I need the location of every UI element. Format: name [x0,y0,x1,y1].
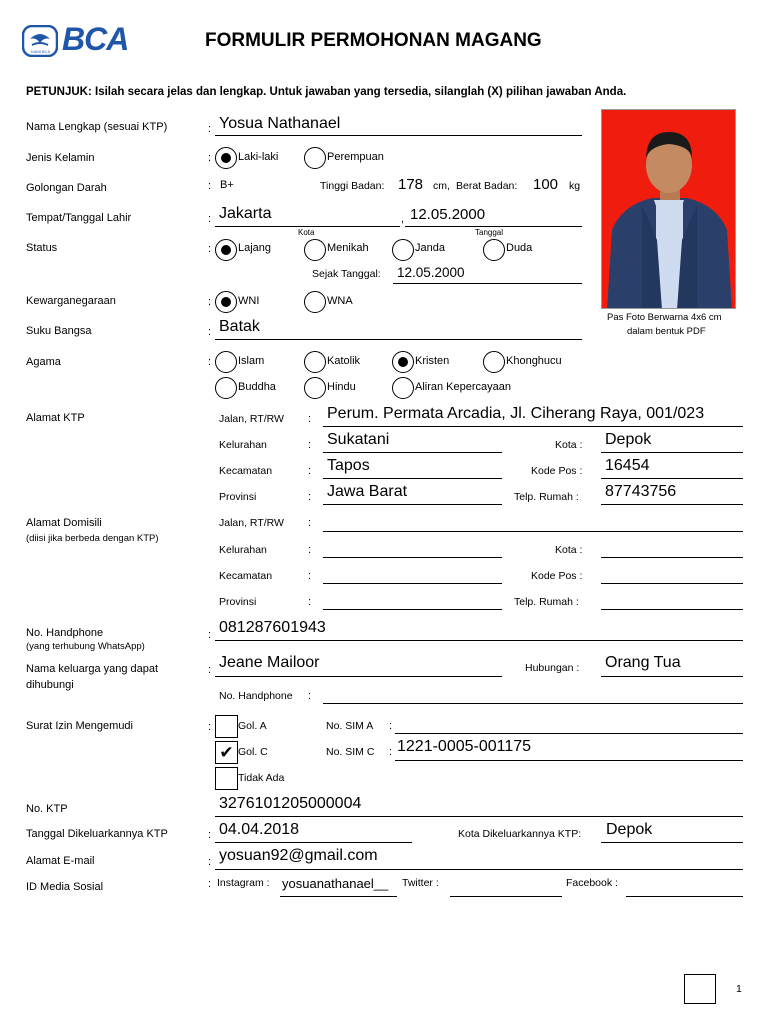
agama-option-aliran: Aliran Kepercayaan [415,381,512,393]
keluarga-label-1: Nama keluarga yang dapat [26,663,159,675]
ktp-kodepos-label: Kode Pos : [531,465,583,477]
radio-lajang[interactable] [215,239,237,261]
goldar-label: Golongan Darah [26,182,107,194]
nama-value[interactable]: Yosua Nathanael [219,115,341,132]
jk-label: Jenis Kelamin [26,152,95,164]
berat-value[interactable]: 100 [533,176,559,193]
jk-option-laki: Laki-laki [238,151,279,163]
hubungan-line [601,676,743,677]
dom-prov-label: Provinsi [219,596,257,608]
status-label: Status [26,242,58,254]
suku-value[interactable]: Batak [219,318,260,335]
alamat-dom-note: (diisi jika berbeda dengan KTP) [26,533,159,544]
ktp-prov-line [323,504,502,505]
sejak-line [393,283,582,284]
radio-laki-laki[interactable] [215,147,237,169]
sim-c-label: Gol. C [238,746,268,758]
twitter-label: Twitter : [402,877,439,889]
radio-katolik[interactable] [304,351,326,373]
ktp-kota-label: Kota : [555,439,583,451]
radio-wni[interactable] [215,291,237,313]
radio-perempuan[interactable] [304,147,326,169]
agama-option-katolik: Katolik [327,355,361,367]
hp-label: No. Handphone [26,627,104,639]
ktp-telp-value[interactable]: 87743756 [605,483,677,500]
suku-label: Suku Bangsa [26,325,92,337]
dom-jalan-line[interactable] [323,531,743,532]
radio-buddha[interactable] [215,377,237,399]
dom-kel-label: Kelurahan [219,544,267,556]
dom-jalan-label: Jalan, RT/RW [219,517,284,529]
tanggal-line [405,226,582,227]
radio-aliran-kepercayaan[interactable] [392,377,414,399]
kota-caption: Kota [298,228,315,237]
dom-telp-label: Telp. Rumah : [514,596,579,608]
hp-line [215,640,743,641]
footer-box [684,974,716,1004]
ktp-no-label: No. KTP [26,803,68,815]
dom-telp-line[interactable] [601,609,743,610]
bca-logo [22,21,137,59]
keluarga-label-2: dihubungi [26,679,74,691]
suku-line [215,339,582,340]
berat-unit: kg [569,180,581,192]
sim-a-no-label: No. SIM A [326,720,374,732]
brand-sub: KAMI BCA [31,49,51,54]
facebook-label: Facebook : [566,877,618,889]
sim-c-no-value[interactable]: 1221-0005-001175 [397,738,532,755]
page-number: 1 [736,983,742,995]
ktp-kec-value[interactable]: Tapos [327,457,370,474]
dom-prov-line[interactable] [323,609,502,610]
agama-option-islam: Islam [238,355,265,367]
nama-line [215,135,582,136]
hp-value[interactable]: 081287601943 [219,619,326,636]
agama-option-khonghucu: Khonghucu [506,355,562,367]
radio-islam[interactable] [215,351,237,373]
status-option-janda: Janda [415,242,445,254]
tanggal-caption: Tanggal [475,228,504,237]
tempat-value[interactable]: Jakarta [219,205,272,222]
dom-kota-label: Kota : [555,544,583,556]
ktp-jalan-value[interactable]: Perum. Permata Arcadia, Jl. Ciherang Raya, 001/023 [327,405,705,422]
photo-caption-1: Pas Foto Berwarna 4x6 cm [607,312,722,323]
photo-frame [601,109,736,309]
tinggi-value[interactable]: 178 [398,176,424,193]
hp-note: (yang terhubung WhatsApp) [26,641,145,652]
ktp-prov-label: Provinsi [219,491,257,503]
tempat-line [215,226,400,227]
ig-line [280,896,397,897]
status-option-lajang: Lajang [238,242,272,254]
tanggal-value[interactable]: 12.05.2000 [410,206,486,223]
sim-none-label: Tidak Ada [238,772,285,784]
ig-label: Instagram : [217,877,270,889]
email-label: Alamat E-mail [26,855,95,867]
tinggi-label: Tinggi Badan: [320,180,385,192]
dom-kodepos-line[interactable] [601,583,743,584]
photo-caption-2: dalam bentuk PDF [627,326,706,337]
agama-option-kristen: Kristen [415,355,450,367]
agama-label: Agama [26,356,61,368]
ktp-kota-label: Kota Dikeluarkannya KTP: [458,828,582,840]
ktp-jalan-label: Jalan, RT/RW [219,413,284,425]
radio-janda[interactable] [392,239,414,261]
ttl-separator: , [401,213,405,225]
ktp-kota-line [601,842,743,843]
sim-label: Surat Izin Mengemudi [26,720,133,732]
dom-kodepos-label: Kode Pos : [531,570,583,582]
radio-wna[interactable] [304,291,326,313]
keluarga-hp-label: No. Handphone [219,690,293,702]
ktp-kodepos-line [601,478,743,479]
email-value[interactable]: yosuan92@gmail.com [219,847,378,864]
berat-label: Berat Badan: [456,180,518,192]
dom-kec-line[interactable] [323,583,502,584]
ktp-tgl-value[interactable]: 04.04.2018 [219,821,300,838]
sejak-value[interactable]: 12.05.2000 [397,265,465,280]
radio-duda[interactable] [483,239,505,261]
sejak-label: Sejak Tanggal: [312,268,381,280]
hubungan-label: Hubungan : [525,662,580,674]
sim-c-no-label: No. SIM C [326,746,375,758]
ktp-kel-value[interactable]: Sukatani [327,431,390,448]
status-option-menikah: Menikah [327,242,369,254]
ktp-telp-line [601,504,743,505]
ktp-kec-line [323,478,502,479]
ktp-kodepos-value[interactable]: 16454 [605,457,650,474]
ktp-kota-line [601,452,743,453]
tinggi-unit: cm, [433,180,450,192]
keluarga-hp-line[interactable] [323,703,743,704]
facebook-line[interactable] [626,896,743,897]
ig-value[interactable]: yosuanathanael__ [282,876,389,891]
dom-kec-label: Kecamatan [219,570,273,582]
radio-menikah[interactable] [304,239,326,261]
ktp-no-value[interactable]: 3276101205000004 [219,795,362,812]
goldar-value[interactable]: B+ [220,179,234,191]
warga-option-wni: WNI [238,295,260,307]
ktp-kota-value[interactable]: Depok [606,821,653,838]
ktp-prov-value[interactable]: Jawa Barat [327,483,408,500]
checkbox-sim-a[interactable] [215,715,238,738]
dom-kel-line[interactable] [323,557,502,558]
checkbox-tidak-ada[interactable] [215,767,238,790]
radio-hindu[interactable] [304,377,326,399]
brand-name: BCA [62,21,129,57]
email-line [215,869,743,870]
ktp-jalan-line [323,426,743,427]
person-photo [602,110,736,309]
nama-label: Nama Lengkap (sesuai KTP) [26,121,168,133]
keluarga-nama-value[interactable]: Jeane Mailoor [219,654,320,671]
sim-a-label: Gol. A [238,720,267,732]
ktp-telp-label: Telp. Rumah : [514,491,579,503]
warga-label: Kewarganegaraan [26,295,116,307]
agama-option-buddha: Buddha [238,381,276,393]
instructions: PETUNJUK: Isilah secara jelas dan lengkap. Untuk jawaban yang tersedia, silanglah (X) pilihan jawaban Anda. [26,86,627,98]
radio-kristen[interactable] [392,351,414,373]
agama-option-hindu: Hindu [327,381,356,393]
ktp-tgl-line [215,842,412,843]
ktp-tgl-label: Tanggal Dikeluarkannya KTP [26,828,168,840]
sim-a-no-line[interactable] [395,733,743,734]
warga-option-wna: WNA [327,295,353,307]
status-option-duda: Duda [506,242,533,254]
sosmed-label: ID Media Sosial [26,881,104,893]
keluarga-nama-line [215,676,502,677]
ktp-kel-line [323,452,502,453]
hubungan-value[interactable]: Orang Tua [605,654,681,671]
jk-option-perempuan: Perempuan [327,151,384,163]
twitter-line[interactable] [450,896,562,897]
checkbox-sim-c[interactable]: ✔ [215,741,238,764]
ktp-kel-label: Kelurahan [219,439,267,451]
ktp-kec-label: Kecamatan [219,465,273,477]
dom-kota-line[interactable] [601,557,743,558]
ttl-label: Tempat/Tanggal Lahir [26,212,132,224]
alamat-ktp-label: Alamat KTP [26,412,85,424]
ktp-kota-value[interactable]: Depok [605,431,652,448]
ktp-no-line [215,816,743,817]
sim-c-no-line [395,760,743,761]
alamat-dom-label: Alamat Domisili [26,517,102,529]
radio-khonghucu[interactable] [483,351,505,373]
form-title: FORMULIR PERMOHONAN MAGANG [205,30,542,51]
